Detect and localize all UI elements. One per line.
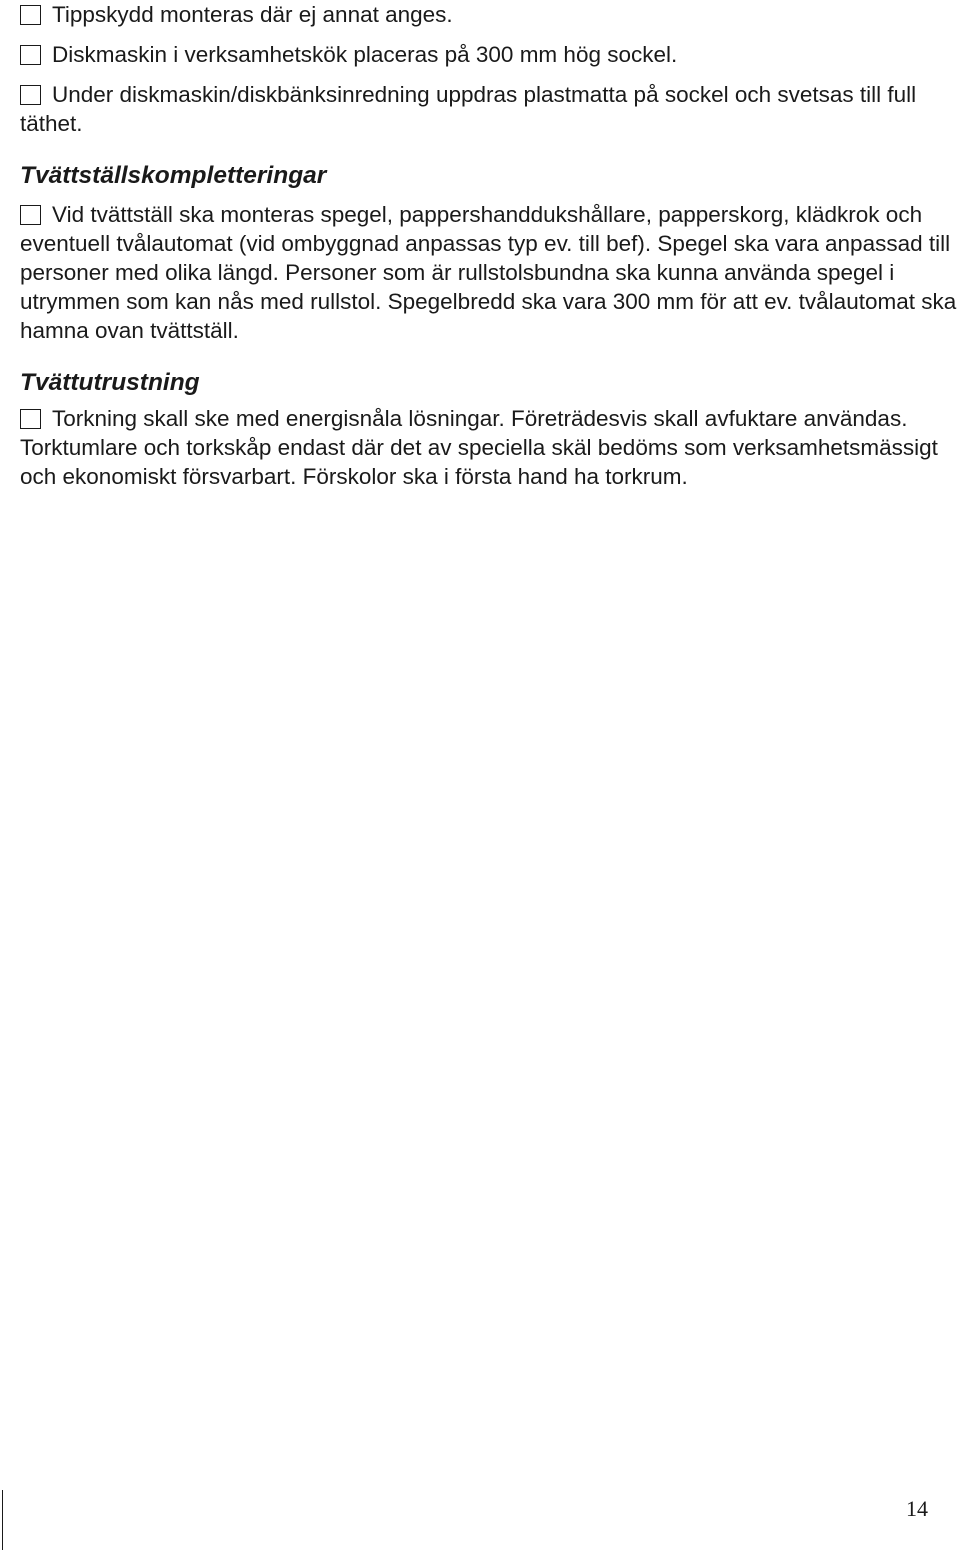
page-number: 14	[906, 1496, 928, 1521]
checklist-item-text: Tippskydd monteras där ej annat anges.	[52, 2, 453, 27]
checklist-item	[20, 404, 960, 491]
checklist-item-text: Torkning skall ske med energisnåla lösningar. Företrädesvis skall avfuktare användas. Torktumlare och torkskåp endast där det av speciella skäl bedöms som verksamhetsmässigt och ekonomiskt försvarbart. Förskolor ska i första hand ha torkrum.	[20, 406, 938, 489]
checkbox[interactable]	[20, 409, 41, 429]
checkbox[interactable]	[20, 205, 41, 225]
checklist-item	[20, 200, 960, 345]
section-heading: Tvättställskompletteringar	[20, 162, 327, 189]
checklist-item-text: Under diskmaskin/diskbänksinredning uppdras plastmatta på sockel och svetsas till full täthet.	[20, 82, 917, 136]
checklist-item-text: Diskmaskin i verksamhetskök placeras på 300 mm hög sockel.	[52, 42, 678, 67]
footer-divider	[2, 1490, 3, 1550]
checkbox[interactable]	[20, 85, 41, 105]
checklist-item-text: Vid tvättställ ska monteras spegel, pappershanddukshållare, papperskorg, klädkrok och eventuell tvålautomat (vid ombyggnad anpassas typ ev. till bef). Spegel ska vara anpassad till personer med olika längd. Personer som är rullstolsbundna ska kunna använda spegel i utrymmen som kan nås med rullstol. Spegelbredd ska vara 300 mm för att ev. tvålautomat ska hamna ovan tvättställ.	[20, 202, 957, 343]
checklist-item	[20, 80, 960, 138]
checklist-item	[20, 40, 677, 69]
checkbox[interactable]	[20, 5, 41, 25]
section-heading: Tvättutrustning	[20, 369, 200, 396]
checklist-item	[20, 0, 453, 29]
checkbox[interactable]	[20, 45, 41, 65]
